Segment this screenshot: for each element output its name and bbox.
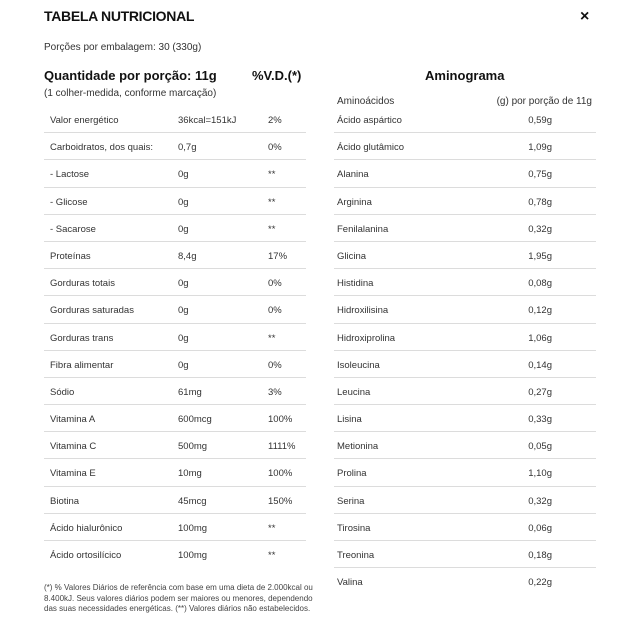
aminoacid-amount: 0,18g <box>528 550 552 561</box>
aminoacid-name: Lisina <box>337 414 362 426</box>
nutrient-vd: 150% <box>268 495 293 507</box>
nutrient-name: Sódio <box>50 386 75 398</box>
aminoacid-name: Histidina <box>337 278 374 290</box>
nutrient-name: Valor energético <box>50 115 119 126</box>
aminogram-row <box>334 487 596 514</box>
nutrient-amount: 0g <box>178 169 189 181</box>
nutrient-name: - Sacarose <box>50 223 96 235</box>
nutrition-row <box>44 242 306 269</box>
nutrition-heading: Quantidade por porção: 11g <box>44 68 217 83</box>
nutrient-name: Gorduras totais <box>50 278 115 290</box>
aminoacid-amount: 0,78g <box>528 196 552 208</box>
nutrient-name: Carboidratos, dos quais: <box>50 142 153 154</box>
nutrient-name: Ácido ortosilícico <box>50 550 122 561</box>
nutrient-amount: 61mg <box>178 386 202 398</box>
nutrient-vd: ** <box>268 223 276 235</box>
nutrient-vd: 3% <box>268 386 282 398</box>
aminoacid-name: Isoleucina <box>337 359 380 371</box>
nutrition-row <box>44 432 306 459</box>
aminogram-row <box>334 568 596 595</box>
nutrition-row <box>44 269 306 296</box>
aminogram-row <box>334 296 596 323</box>
aminogram-row <box>334 405 596 432</box>
nutrient-amount: 0g <box>178 305 189 317</box>
nutrient-vd: 1111% <box>268 441 296 453</box>
nutrition-row <box>44 405 306 432</box>
aminoacid-name: Metionina <box>337 441 379 453</box>
aminogram-row <box>334 133 596 160</box>
aminoacid-name: Serina <box>337 495 365 507</box>
aminogram-row <box>334 188 596 215</box>
nutrient-amount: 600mcg <box>178 414 212 426</box>
nutrient-amount: 100mg <box>178 522 208 534</box>
nutrient-vd: ** <box>268 522 276 534</box>
nutrient-amount: 0g <box>178 332 189 344</box>
aminoacid-amount: 1,09g <box>528 142 552 154</box>
nutrient-name: Proteínas <box>50 250 91 262</box>
nutrient-amount: 0g <box>178 278 189 290</box>
aminogram-row <box>334 459 596 486</box>
nutrient-name: - Glicose <box>50 196 88 208</box>
nutrient-name: Vitamina A <box>50 414 96 426</box>
nutrition-row <box>44 188 306 215</box>
nutrient-amount: 45mcg <box>178 495 207 507</box>
aminoacid-amount: 0,59g <box>528 115 552 126</box>
aminogram-row <box>334 160 596 187</box>
footnote: (*) % Valores Diários de referência com base em uma dieta de 2.000kcal ou 8.400kJ. Seus valores diários podem ser maiores ou menores, dependendo das suas necessidades energéticas. (**) Valores diários não estabelecidos. <box>44 583 313 613</box>
aminoacid-name: Treonina <box>337 550 375 561</box>
aminoacid-name: Prolina <box>337 468 367 480</box>
aminoacid-amount: 0,22g <box>528 577 552 589</box>
aminoacid-name: Arginina <box>337 196 372 208</box>
nutrient-vd: 2% <box>268 115 282 126</box>
nutrient-vd: 0% <box>268 305 282 317</box>
aminoacid-amount: 1,95g <box>528 250 552 262</box>
aminoacid-amount: 0,12g <box>528 305 552 317</box>
aminogram-row <box>334 514 596 541</box>
nutrition-row <box>44 541 306 568</box>
aminoacid-amount: 1,06g <box>528 332 552 344</box>
aminoacid-name: Hidroxilisina <box>337 305 389 317</box>
aminogram-table <box>334 106 596 595</box>
aminogram-col-header-amount: (g) por porção de 11g <box>496 96 592 107</box>
aminoacid-amount: 0,27g <box>528 386 552 398</box>
aminogram-row <box>334 106 596 133</box>
aminoacid-name: Ácido glutâmico <box>337 142 405 154</box>
aminogram-col-header-name: Aminoácidos <box>337 96 395 107</box>
nutrient-vd: ** <box>268 169 276 181</box>
aminoacid-amount: 0,05g <box>528 441 552 453</box>
aminoacid-amount: 1,10g <box>528 468 552 480</box>
aminoacid-name: Glicina <box>337 250 367 262</box>
nutrition-row <box>44 133 306 160</box>
aminoacid-name: Ácido aspártico <box>337 115 402 126</box>
nutrition-row <box>44 215 306 242</box>
aminoacid-amount: 0,08g <box>528 278 552 290</box>
nutrient-amount: 36kcal=151kJ <box>178 115 237 126</box>
aminogram-row <box>334 324 596 351</box>
nutrition-row <box>44 160 306 187</box>
nutrient-name: Vitamina C <box>50 441 97 453</box>
nutrient-vd: 0% <box>268 278 282 290</box>
nutrient-amount: 0g <box>178 359 189 371</box>
aminogram-row <box>334 541 596 568</box>
aminoacid-amount: 0,14g <box>528 359 552 371</box>
nutrition-row <box>44 487 306 514</box>
nutrient-name: Gorduras saturadas <box>50 305 134 317</box>
nutrient-vd: ** <box>268 550 276 561</box>
nutrient-amount: 0g <box>178 196 189 208</box>
aminogram-heading: Aminograma <box>425 68 505 83</box>
aminoacid-name: Fenilalanina <box>337 223 389 235</box>
aminoacid-amount: 0,06g <box>528 522 552 534</box>
nutrition-row <box>44 351 306 378</box>
aminoacid-name: Valina <box>337 577 363 589</box>
aminoacid-amount: 0,32g <box>528 495 552 507</box>
nutrient-name: Biotina <box>50 495 80 507</box>
aminogram-row <box>334 432 596 459</box>
nutrition-row <box>44 324 306 351</box>
close-icon[interactable]: × <box>580 8 590 25</box>
page-title: TABELA NUTRICIONAL <box>44 8 195 24</box>
nutrient-amount: 0g <box>178 223 189 235</box>
nutrient-vd: 17% <box>268 250 288 262</box>
nutrient-vd: ** <box>268 196 276 208</box>
nutrient-name: Gorduras trans <box>50 332 114 344</box>
aminogram-row <box>334 215 596 242</box>
aminoacid-name: Alanina <box>337 169 369 181</box>
nutrient-amount: 8,4g <box>178 250 197 262</box>
vd-heading: %V.D.(*) <box>252 68 302 83</box>
nutrient-name: Ácido hialurônico <box>50 522 123 534</box>
nutrient-amount: 0,7g <box>178 142 197 154</box>
nutrient-vd: 0% <box>268 142 282 154</box>
nutrient-name: Vitamina E <box>50 468 96 480</box>
nutrient-vd: 0% <box>268 359 282 371</box>
aminogram-row <box>334 378 596 405</box>
aminoacid-amount: 0,75g <box>528 169 552 181</box>
nutrition-subheading: (1 colher-medida, conforme marcação) <box>44 88 217 99</box>
nutrient-vd: 100% <box>268 468 293 480</box>
nutrient-vd: 100% <box>268 414 293 426</box>
nutrition-row <box>44 514 306 541</box>
nutrient-amount: 500mg <box>178 441 208 453</box>
aminoacid-name: Hidroxiprolina <box>337 332 396 344</box>
aminoacid-name: Leucina <box>337 386 371 398</box>
aminogram-row <box>334 351 596 378</box>
nutrition-row <box>44 459 306 486</box>
nutrient-name: - Lactose <box>50 169 90 181</box>
nutrient-vd: ** <box>268 332 276 344</box>
porcoes-text: Porções por embalagem: 30 (330g) <box>44 42 202 53</box>
aminoacid-name: Tirosina <box>337 522 371 534</box>
aminoacid-amount: 0,32g <box>528 223 552 235</box>
aminoacid-amount: 0,33g <box>528 414 552 426</box>
nutrition-row <box>44 378 306 405</box>
nutrient-name: Fibra alimentar <box>50 359 114 371</box>
aminogram-row <box>334 242 596 269</box>
nutrition-table <box>44 106 306 568</box>
nutrient-amount: 100mg <box>178 550 208 561</box>
nutrition-row <box>44 296 306 323</box>
nutrition-row <box>44 106 306 133</box>
aminogram-row <box>334 269 596 296</box>
nutrient-amount: 10mg <box>178 468 202 480</box>
